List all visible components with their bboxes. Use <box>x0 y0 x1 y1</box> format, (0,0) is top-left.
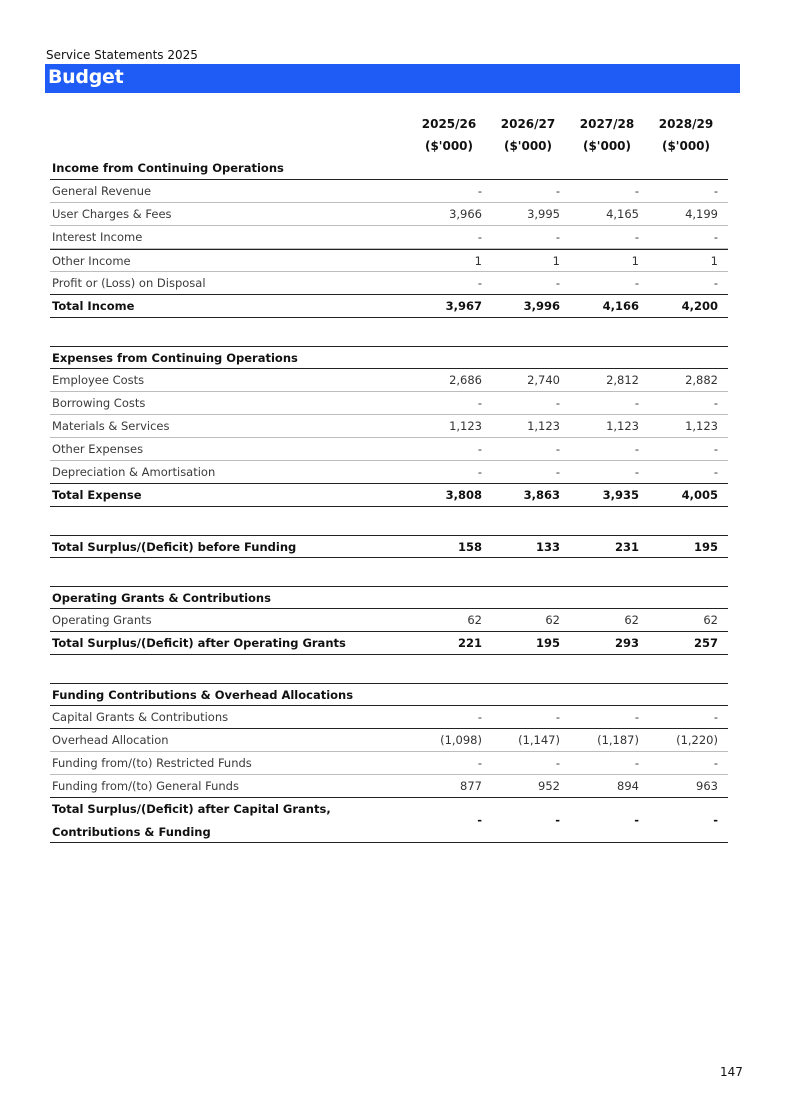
service-statements-label: Service Statements 2025 <box>46 48 198 62</box>
table-row <box>50 729 728 752</box>
table-row <box>50 369 728 392</box>
section-heading-funding <box>50 683 728 706</box>
row-value: - <box>477 396 482 410</box>
total-value: - <box>477 813 482 827</box>
column-year: 2026/27 <box>500 117 556 131</box>
total-value: 3,808 <box>445 488 482 502</box>
title-bar <box>45 64 740 93</box>
row-value: 894 <box>617 779 639 793</box>
row-value: - <box>713 465 718 479</box>
column-year: 2028/29 <box>658 117 714 131</box>
row-label: Operating Grants <box>52 613 152 627</box>
row-value: - <box>634 396 639 410</box>
row-value: 2,882 <box>685 373 718 387</box>
row-value: - <box>555 184 560 198</box>
row-label: Borrowing Costs <box>52 396 146 410</box>
row-label: Other Expenses <box>52 442 144 456</box>
section-heading-expenses <box>50 346 728 369</box>
row-label: General Revenue <box>52 184 152 198</box>
row-value: 877 <box>460 779 482 793</box>
row-value: - <box>477 184 482 198</box>
table-row <box>50 461 728 484</box>
table-row <box>50 203 728 226</box>
table-row <box>50 180 728 203</box>
row-value: - <box>634 756 639 770</box>
row-value: 1,123 <box>449 419 482 433</box>
row-value: - <box>713 442 718 456</box>
section-spacer <box>50 655 728 683</box>
total-row-surplus-before-funding <box>50 535 728 558</box>
row-value: 62 <box>545 613 560 627</box>
row-value: - <box>555 756 560 770</box>
section-spacer <box>50 507 728 535</box>
page-number: 147 <box>720 1065 743 1079</box>
total-row-income <box>50 295 728 318</box>
column-header-4 <box>653 113 719 157</box>
table-row <box>50 752 728 775</box>
row-value: (1,187) <box>597 733 639 747</box>
table-row <box>50 415 728 438</box>
row-value: - <box>555 230 560 244</box>
table-row <box>50 706 728 729</box>
table-row <box>50 249 728 272</box>
row-label: Interest Income <box>52 230 143 244</box>
row-label: Funding from/(to) Restricted Funds <box>52 756 252 770</box>
row-label: Employee Costs <box>52 373 145 387</box>
row-value: (1,220) <box>676 733 718 747</box>
column-unit: ($'000) <box>661 139 711 153</box>
total-row-after-operating-grants <box>50 632 728 655</box>
row-label: Materials & Services <box>52 419 170 433</box>
table-row <box>50 775 728 798</box>
row-value: - <box>634 184 639 198</box>
row-value: 1,123 <box>685 419 718 433</box>
row-value: 952 <box>538 779 560 793</box>
row-value: - <box>555 465 560 479</box>
row-value: - <box>634 465 639 479</box>
row-value: 1 <box>552 254 560 268</box>
budget-table <box>50 157 728 843</box>
row-value: 2,812 <box>606 373 639 387</box>
section-heading-label: Operating Grants & Contributions <box>52 591 271 605</box>
total-value: 3,863 <box>523 488 560 502</box>
total-value: 3,996 <box>523 299 560 313</box>
row-value: - <box>713 230 718 244</box>
total-label-line2: Contributions & Funding <box>52 825 211 839</box>
table-row <box>50 226 728 249</box>
row-value: - <box>634 230 639 244</box>
column-headers <box>0 113 785 159</box>
row-value: - <box>477 710 482 724</box>
row-value: - <box>477 756 482 770</box>
total-row-expense <box>50 484 728 507</box>
row-value: - <box>477 230 482 244</box>
section-heading-label: Income from Continuing Operations <box>52 161 284 175</box>
row-value: 4,165 <box>606 207 639 221</box>
section-spacer <box>50 558 728 586</box>
total-value: 158 <box>457 540 482 554</box>
row-value: - <box>634 710 639 724</box>
total-value: 4,005 <box>681 488 718 502</box>
section-heading-label: Expenses from Continuing Operations <box>52 351 298 365</box>
row-value: 1,123 <box>527 419 560 433</box>
row-label: Other Income <box>52 254 131 268</box>
row-value: 1 <box>710 254 718 268</box>
row-value: 2,686 <box>449 373 482 387</box>
row-value: - <box>713 756 718 770</box>
row-value: - <box>477 465 482 479</box>
total-value: 3,967 <box>445 299 482 313</box>
row-value: - <box>477 276 482 290</box>
row-label: User Charges & Fees <box>52 207 172 221</box>
column-header-1 <box>416 113 482 157</box>
row-value: 4,199 <box>685 207 718 221</box>
column-unit: ($'000) <box>582 139 632 153</box>
row-value: 1 <box>631 254 639 268</box>
column-unit: ($'000) <box>503 139 553 153</box>
column-header-3 <box>574 113 640 157</box>
total-value: 133 <box>535 540 560 554</box>
row-value: 62 <box>467 613 482 627</box>
table-row <box>50 272 728 295</box>
total-label: Total Income <box>52 299 135 313</box>
total-value: 4,200 <box>681 299 718 313</box>
total-value: 231 <box>614 540 639 554</box>
row-value: 3,995 <box>527 207 560 221</box>
row-value: 62 <box>624 613 639 627</box>
row-label: Capital Grants & Contributions <box>52 710 229 724</box>
row-value: - <box>713 710 718 724</box>
total-value: 3,935 <box>602 488 639 502</box>
column-year: 2027/28 <box>579 117 635 131</box>
row-value: - <box>713 396 718 410</box>
row-value: - <box>634 442 639 456</box>
total-value: - <box>713 813 718 827</box>
page-title: Budget <box>48 66 124 88</box>
total-row-after-capital-grants <box>50 798 728 843</box>
row-value: 1 <box>474 254 482 268</box>
total-label <box>52 798 331 844</box>
row-value: - <box>555 442 560 456</box>
section-spacer <box>50 318 728 346</box>
row-label: Depreciation & Amortisation <box>52 465 216 479</box>
row-value: - <box>713 184 718 198</box>
total-value: 257 <box>693 636 718 650</box>
section-heading-income <box>50 157 728 180</box>
section-heading-label: Funding Contributions & Overhead Allocations <box>52 688 354 702</box>
table-row <box>50 392 728 415</box>
total-value: 221 <box>457 636 482 650</box>
total-value: 195 <box>535 636 560 650</box>
row-value: 1,123 <box>606 419 639 433</box>
row-value: 3,966 <box>449 207 482 221</box>
row-value: - <box>555 276 560 290</box>
table-row <box>50 438 728 461</box>
table-row <box>50 609 728 632</box>
row-value: 2,740 <box>527 373 560 387</box>
section-heading-grants <box>50 586 728 609</box>
total-label: Total Surplus/(Deficit) after Operating Grants <box>52 636 346 650</box>
total-value: - <box>634 813 639 827</box>
total-value: 293 <box>614 636 639 650</box>
row-value: - <box>713 276 718 290</box>
row-value: 62 <box>703 613 718 627</box>
column-header-2 <box>495 113 561 157</box>
row-value: - <box>634 276 639 290</box>
row-value: - <box>477 442 482 456</box>
row-label: Profit or (Loss) on Disposal <box>52 276 206 290</box>
total-label-line1: Total Surplus/(Deficit) after Capital Grants, <box>52 802 331 816</box>
total-value: 195 <box>693 540 718 554</box>
row-value: - <box>555 710 560 724</box>
row-value: - <box>555 396 560 410</box>
row-label: Overhead Allocation <box>52 733 169 747</box>
row-label: Funding from/(to) General Funds <box>52 779 239 793</box>
total-value: 4,166 <box>602 299 639 313</box>
total-label: Total Surplus/(Deficit) before Funding <box>52 540 297 554</box>
row-value: (1,098) <box>440 733 482 747</box>
total-label: Total Expense <box>52 488 142 502</box>
row-value: (1,147) <box>518 733 560 747</box>
total-value: - <box>555 813 560 827</box>
row-value: 963 <box>696 779 718 793</box>
column-year: 2025/26 <box>421 117 477 131</box>
column-unit: ($'000) <box>424 139 474 153</box>
